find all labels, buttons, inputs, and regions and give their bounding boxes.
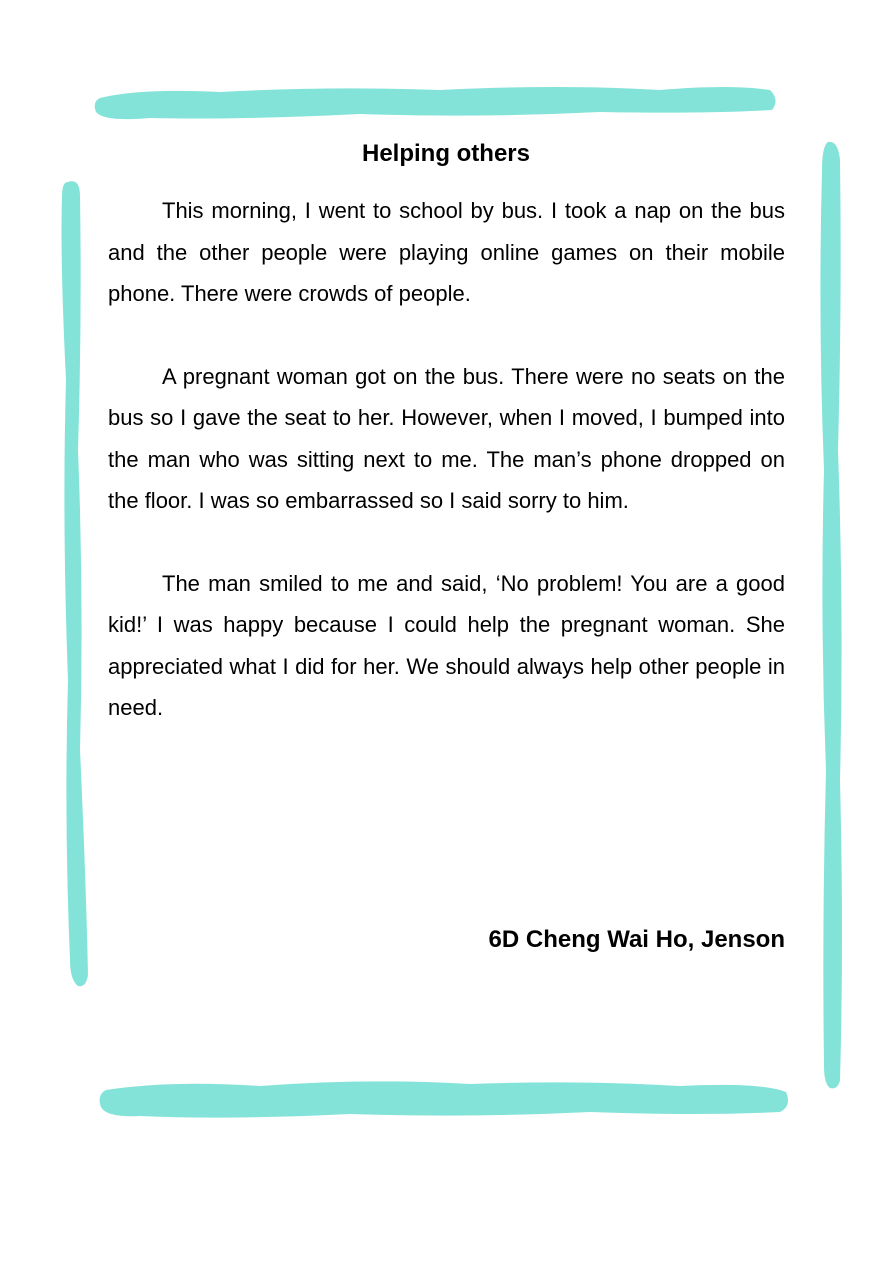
left-brush-stroke	[62, 181, 89, 986]
top-brush-stroke	[95, 87, 776, 119]
essay-paragraph-3: The man smiled to me and said, ‘No problem! You are a good kid!’ I was happy because I could help the pregnant woman. She appreciated what I did for her. We should always help other people in need.	[108, 570, 785, 720]
right-brush-stroke	[820, 142, 842, 1089]
essay-paragraph-1: This morning, I went to school by bus. I took a nap on the bus and the other people were playing online games on their mobile phone. There were crowds of people.	[108, 198, 785, 306]
essay-paragraph-2: A pregnant woman got on the bus. There were no seats on the bus so I gave the seat to her. However, when I moved, I bumped into the man who was sitting next to me. The man’s phone dropped on the floor. I was so embarrassed so I said sorry to him.	[108, 363, 785, 513]
essay-body	[108, 190, 785, 770]
bottom-brush-stroke	[100, 1081, 788, 1117]
author-signature: 6D Cheng Wai Ho, Jenson	[488, 926, 785, 953]
essay-title: Helping others	[361, 140, 530, 167]
